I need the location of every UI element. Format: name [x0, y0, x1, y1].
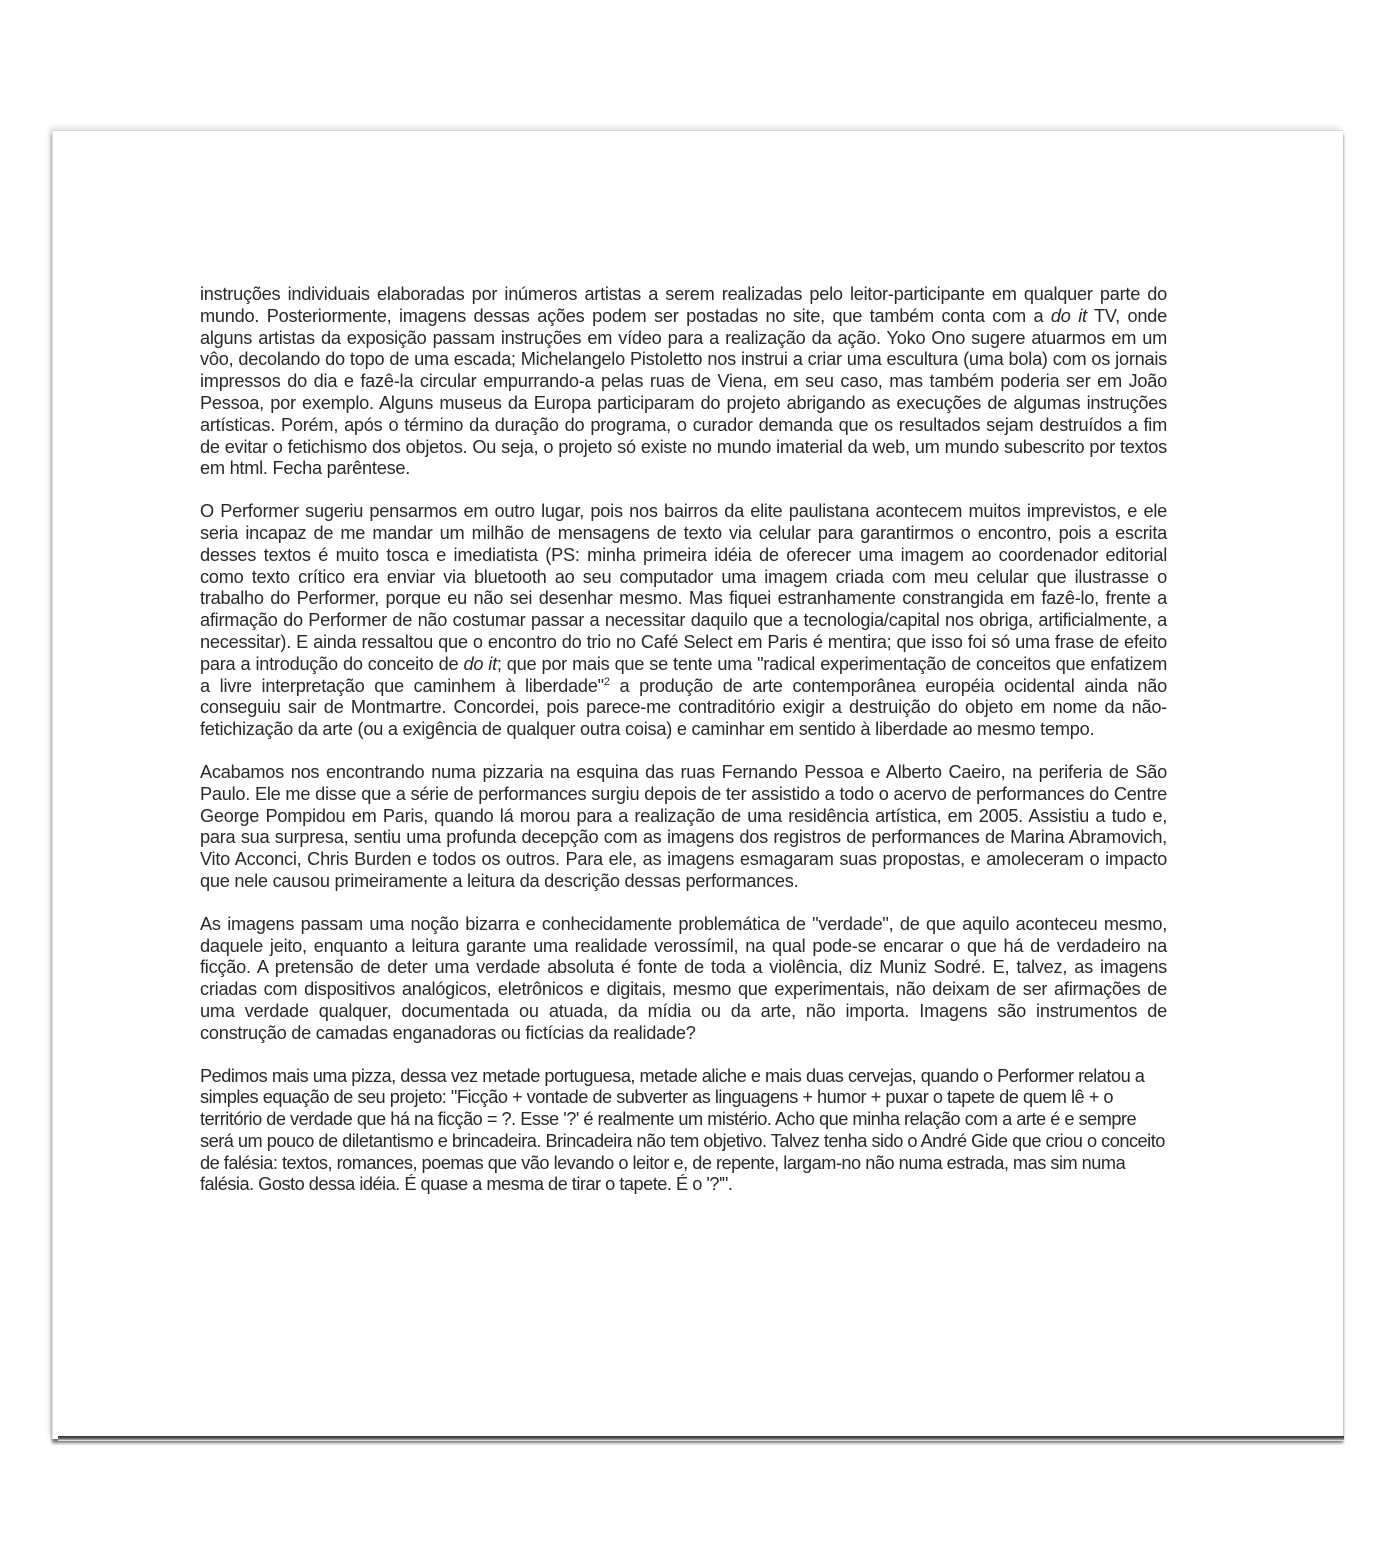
paragraph-1-text: instruções individuais elaboradas por inúmeros artistas a serem realizadas pelo leitor-participante em qualquer parte do mundo. Posteriormente, imagens dessas ações podem ser postadas no site, que também conta com a: [200, 284, 1167, 326]
paragraph-2-text-cont: ; que por mais que se tente uma "radical experimentação de conceitos que enfatizem a livre interpretação que caminhem à liberdade": [200, 653, 1167, 696]
paragraph-5: [200, 1066, 1167, 1197]
paragraph-4-text: As imagens passam uma noção bizarra e conhecidamente problemática de "verdade", de que aquilo aconteceu mesmo, daquele jeito, enquanto a leitura garante uma realidade verossímil, na qual pode-se encarar o que há de verdadeiro na ficção. A pretensão de deter uma verdade absoluta é fonte de toda a violência, diz Muniz Sodré. E, talvez, as imagens criadas com dispositivos analógicos, eletrônicos e digitais, mesmo que experimentais, não deixam de ser afirmações de uma verdade qualquer, documentada ou atuada, da mídia ou da arte, não importa. Imagens são instrumentos de construção de camadas enganadoras ou fictícias da realidade?: [200, 913, 1167, 1043]
paragraph-5-text: Pedimos mais uma pizza, dessa vez metade portuguesa, metade aliche e mais duas cervejas, quando o Performer relatou a simples equação de seu projeto: "Ficção + vontade de subverter as linguagens + humor + puxar o tapete de quem lê + o território de verdade que há na ficção = ?. Esse '?' é realmente um mistério. Acho que minha relação com a arte é e sempre será um pouco de diletantismo e brincadeira. Brincadeira não tem objetivo. Talvez tenha sido o André Gide que criou o conceito de falésia: textos, romances, poemas que vão levando o leitor e, de repente, largam-no não numa estrada, mas sim numa falésia. Gosto dessa idéia. É quase a mesma de tirar o tapete. É o '?'".: [200, 1065, 1165, 1195]
paragraph-4: [200, 914, 1167, 1045]
paragraph-3: [200, 762, 1167, 893]
paragraph-1: [200, 284, 1167, 480]
body-text: [200, 284, 1167, 1217]
paragraph-2-text-end: a produção de arte contemporânea européia ocidental ainda não conseguiu sair de Montmartre. Concordei, pois parece-me contraditório exigir a destruição do objeto em nome da não-fetichização da arte (ou a exigência de qualquer outra coisa) e caminhar em sentido à liberdade ao mesmo tempo.: [200, 675, 1167, 740]
paragraph-2: [200, 501, 1167, 741]
paragraph-2-italic-do-it: do it: [463, 653, 497, 674]
paragraph-2-text: O Performer sugeriu pensarmos em outro lugar, pois nos bairros da elite paulistana acontecem muitos imprevistos, e ele seria incapaz de me mandar um milhão de mensagens de texto via celular para garantirmos o encontro, pois a escrita desses textos é muito tosca e imediatista (PS: minha primeira idéia de oferecer uma imagem ao coordenador editorial como texto crítico era enviar via bluetooth ao seu computador uma imagem criada com meu celular que ilustrasse o trabalho do Performer, porque eu não sei desenhar mesmo. Mas fiquei estranhamente constrangida em fazê-lo, frente a afirmação do Performer de não costumar passar a necessitar daquilo que a tecnologia/capital nos obriga, artificialmente, a necessitar). E ainda ressaltou que o encontro do trio no Café Select em Paris é mentira; que isso foi só uma frase de efeito para a introdução do conceito de: [200, 501, 1167, 674]
paragraph-1-text-cont: TV, onde alguns artistas da exposição passam instruções em vídeo para a realização da ação. Yoko Ono sugere atuarmos em um vôo, decolando do topo de uma escada; Michelangelo Pistoletto nos instrui a criar uma escultura (uma bola) com os jornais impressos do dia e fazê-la circular empurrando-a pelas ruas de Viena, em seu caso, mas também poderia ser em João Pessoa, por exemplo. Alguns museus da Europa participaram do projeto abrigando as execuções de algumas instruções artísticas. Porém, após o término da duração do programa, o curador demanda que os resultados sejam destruídos a fim de evitar o fetichismo dos objetos. Ou seja, o projeto só existe no mundo imaterial da web, um mundo subescrito por textos em html. Fecha parêntese.: [200, 305, 1167, 479]
page-bottom-edge: [58, 1436, 1344, 1441]
footnote-ref-2: 2: [603, 675, 610, 688]
paragraph-3-text: Acabamos nos encontrando numa pizzaria na esquina das ruas Fernando Pessoa e Alberto Caeiro, na periferia de São Paulo. Ele me disse que a série de performances surgiu depois de ter assistido a todo o acervo de performances do Centre George Pompidou em Paris, quando lá morou para a realização de uma residência artística, em 2005. Assistiu a tudo e, para sua surpresa, sentiu uma profunda decepção com as imagens dos registros de performances de Marina Abramovich, Vito Acconci, Chris Burden e todos os outros. Para ele, as imagens esmagaram suas propostas, e amoleceram o impacto que nele causou primeiramente a leitura da descrição dessas performances.: [200, 761, 1167, 891]
paragraph-1-italic-do-it: do it: [1050, 305, 1087, 326]
